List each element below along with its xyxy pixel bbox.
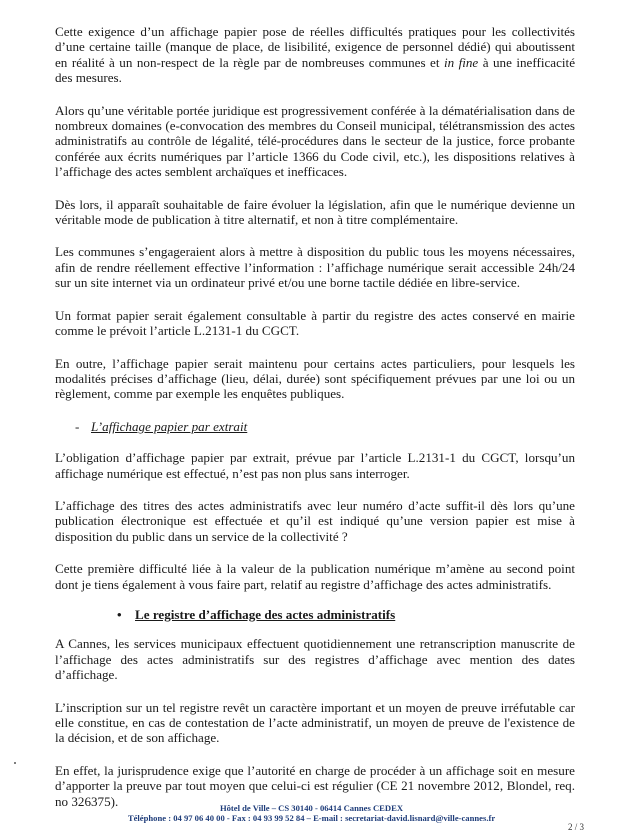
footer-contact: Téléphone : 04 97 06 40 00 - Fax : 04 93 99 52 84 – E-mail : secretariat-david.lisnard@ville-cannes.fr xyxy=(127,813,496,823)
paragraph-9: Cette première difficulté liée à la valeur de la publication numérique m’amène au second point dont je tiens également à vous faire part, relatif au registre d’affichage des actes administratifs. xyxy=(55,561,575,592)
paragraph-7: L’obligation d’affichage papier par extrait, prévue par l’article L.2131-1 du CGCT, lorsqu’un affichage numérique est effectué, n’est pas non plus sans interroger. xyxy=(55,450,575,481)
subheading-title: L’affichage papier par extrait xyxy=(91,418,248,434)
paragraph-3: Dès lors, il apparaît souhaitable de faire évoluer la législation, afin que le numérique devienne un véritable mode de publication à titre alternatif, et non à titre complémentaire. xyxy=(55,196,575,228)
paragraph-12: En effet, la jurisprudence exige que l’autorité en charge de procéder à un affichage soit en mesure d’apporter la preuve par tout moyen que celui-ci est régulier (CE 21 novembre 2012, Blondel, req. no 326375). xyxy=(55,762,575,809)
paragraph-8: L’affichage des titres des actes administratifs avec leur numéro d’acte suffit-il dès lors qu’une publication électronique est effectuée et qu’il est indiqué qu’une version papier est mise à disposition du public dans un service de la collectivité ? xyxy=(55,497,575,544)
footer-address: Hôtel de Ville – CS 30140 - 06414 Cannes CEDEX xyxy=(219,803,404,813)
paragraph-6: En outre, l’affichage papier serait maintenu pour certains actes particuliers, pour lesquels les modalités précises d’affichage (lieu, délai, durée) sont spécifiquement prévues par une loi ou un règlement, comme par exemple les enquêtes publiques. xyxy=(55,355,575,402)
paragraph-4: Les communes s’engageraient alors à mettre à disposition du public tous les moyens nécessaires, afin de rendre réellement effective l’information : l’affichage numérique serait accessible 24h/24 sur un site internet via un ordinateur privé et/ou une borne tactile dédiée en libre-service. xyxy=(55,244,575,291)
paragraph-1 xyxy=(55,24,575,86)
paragraph-2: Alors qu’une véritable portée juridique est progressivement conférée à la dématérialisation dans de nombreux domaines (e-convocation des membres du Conseil municipal, télétransmission des actes administratifs au contrôle de légalité, télé-procédures dans le secteur de la justice, force probante conférée aux écrits numériques par l’article 1366 du Code civil, etc.), les dispositions relatives à l’affichage des actes semblent archaïques et inefficaces. xyxy=(55,102,575,180)
letterhead-footer xyxy=(0,803,623,823)
paragraph-11: L’inscription sur un tel registre revêt un caractère important et un moyen de preuve irréfutable car elle constitue, en cas de contestation de l’acte administratif, un moyen de preuve de l'existence de la décision, et de son affichage. xyxy=(55,699,575,746)
document-body xyxy=(55,24,575,826)
section-heading-title: Le registre d’affichage des actes administratifs xyxy=(135,606,396,622)
subheading xyxy=(75,419,575,434)
page-number: 2 / 3 xyxy=(567,822,584,832)
bullet-marker: • xyxy=(117,606,122,622)
paragraph-5: Un format papier serait également consultable à partir du registre des actes conservé en mairie comme le prévoit l’article L.2131-1 du CGCT. xyxy=(55,307,575,339)
scan-speck xyxy=(14,762,16,764)
paragraph-10: A Cannes, les services municipaux effectuent quotidiennement une retranscription manuscrite de l’affichage des actes administratifs sur des registres d’affichage avec mention des dates d’affichage. xyxy=(55,636,575,683)
paragraph-1-italic: in fine xyxy=(443,54,479,70)
dash-marker: - xyxy=(75,418,80,434)
paragraph-1-text-end: à une inefficacité des mesures. xyxy=(55,54,575,86)
paragraph-1-text: Cette exigence d’un affichage papier pose de réelles difficultés pratiques pour les collectivités d’une certaine taille (manque de place, de lisibilité, exigence de personnel dédié) qui aboutissent en réalité à un non-respect de la règle par de nombreuses communes et xyxy=(55,24,575,70)
section-heading xyxy=(117,607,575,622)
